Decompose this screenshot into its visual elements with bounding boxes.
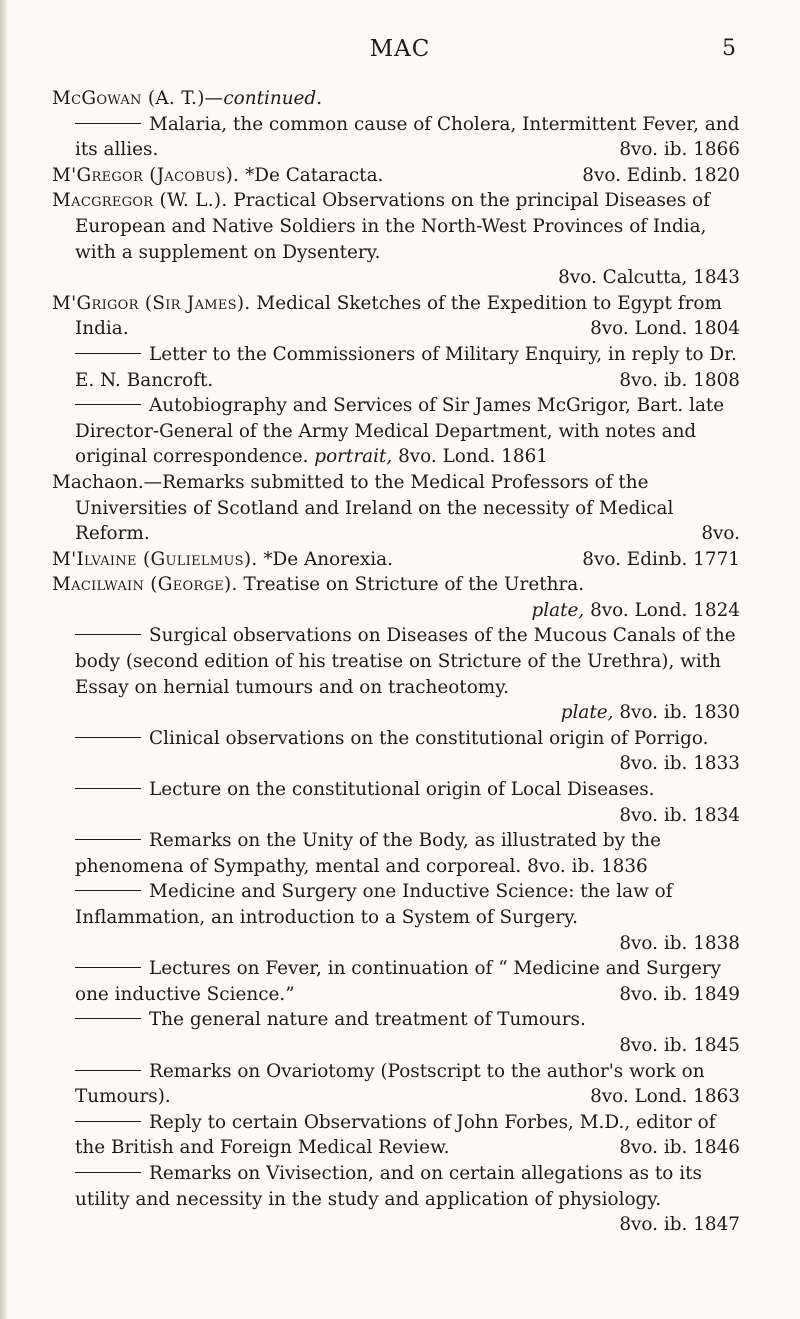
publication-info: 8vo. ib. 1846 [619, 1137, 740, 1159]
entry-title: Lecture on the constitutional origin of Local Diseases. [149, 779, 655, 801]
entry-title: The general nature and treatment of Tumours. [149, 1009, 586, 1031]
list-item [52, 342, 740, 393]
ditto-dash [75, 1121, 141, 1122]
author-name: Machaon. [52, 471, 144, 493]
list-item [52, 547, 740, 573]
publication-info: 8vo. Calcutta, 1843 [558, 267, 740, 289]
bibliography-list [52, 86, 740, 1238]
entry-title: Practical Observations on the principal Diseases of European and Native Soldiers in the North-West Provinces of India, with a supplement on Dysentery. [75, 190, 710, 263]
publication-info: 8vo. ib. 1838 [619, 932, 740, 954]
list-item [52, 828, 740, 879]
entry-title: Surgical observations on Diseases of the Mucous Canals of the body (second edition of his treatise on Stricture of the Urethra), with Essay on hernial tumours and on tracheotomy. [75, 625, 736, 698]
publication-info: 8vo. ib. 1847 [619, 1214, 740, 1236]
list-item [52, 163, 740, 189]
list-item [52, 1161, 740, 1238]
page-number: 5 [722, 36, 736, 61]
author-name: M'Ilvaine (Gulielmus). [52, 548, 258, 570]
page-edge-shadow [0, 0, 8, 1319]
entry-heading-mcgowan [52, 86, 740, 112]
publication-info: 8vo. ib. 1830 [619, 702, 740, 724]
list-item [52, 112, 740, 163]
publication-info: 8vo. ib. 1845 [619, 1034, 740, 1056]
list-item [52, 393, 740, 470]
list-item [52, 726, 740, 777]
entry-title: Reply to certain Observations of John Forbes, M.D., editor of the British and Foreign Medical Review. [75, 1111, 716, 1159]
list-item [52, 188, 740, 290]
ditto-dash [75, 353, 141, 354]
running-title: MAC [369, 36, 431, 62]
list-item [52, 1007, 740, 1058]
author-name: M'Grigor (Sir James). [52, 292, 251, 314]
entry-title: Medical Sketches of the Expedition to Egypt from India. [75, 292, 722, 340]
author-name: M'Gregor (Jacobus). [52, 164, 240, 186]
entry-title: Remarks on Ovariotomy (Postscript to the author's work on Tumours). [75, 1060, 705, 1108]
entry-title: *De Cataracta. [239, 164, 384, 186]
entry-title: Remarks on the Unity of the Body, as illustrated by the phenomena of Sympathy, mental and corporeal. [75, 830, 661, 877]
ditto-dash [75, 1172, 141, 1173]
publication-info: 8vo. ib. 1834 [619, 804, 740, 826]
publication-info: 8vo. ib. 1833 [619, 753, 740, 775]
entry-title: Lectures on Fever, in continuation of “ Medicine and Surgery one inductive Science.” [75, 958, 722, 1005]
entry-title: Medicine and Surgery one Inductive Science: the law of Inflammation, an introduction to a System of Surgery. [75, 881, 673, 928]
publication-info: 8vo. ib. 1849 [619, 983, 740, 1005]
entry-title: Remarks on Vivisection, and on certain allegations as to its utility and necessity in the study and application of physiology. [75, 1162, 702, 1210]
publication-info: 8vo. Lond. 1824 [590, 599, 740, 621]
ditto-dash [75, 967, 141, 968]
ditto-dash [75, 123, 141, 124]
publication-info: 8vo. ib. 1866 [619, 139, 740, 161]
ditto-dash [75, 1070, 141, 1071]
author-name: McGowan (A. T.)— [52, 88, 224, 109]
publication-info: 8vo. Edinb. 1771 [582, 548, 740, 570]
entry-title: Autobiography and Services of Sir James McGrigor, Bart. late Director-General of the Army Medical Department, with notes and original correspondence. [75, 395, 725, 468]
ditto-dash [75, 404, 141, 405]
author-name: Macgregor (W. L.). [52, 190, 228, 212]
entry-title: Malaria, the common cause of Cholera, Intermittent Fever, and its allies. [75, 113, 740, 161]
ditto-dash [75, 788, 141, 789]
publication-info: 8vo. ib. 1836 [527, 855, 648, 877]
ditto-dash [75, 634, 141, 635]
list-item [52, 1059, 740, 1110]
entry-illustration-note: plate, [560, 702, 614, 724]
publication-info: 8vo. Lond. 1861 [398, 446, 548, 468]
list-item [52, 470, 740, 547]
list-item [52, 956, 740, 1007]
ditto-dash [75, 890, 141, 891]
list-item [52, 879, 740, 956]
entry-illustration-note: portrait, [314, 446, 393, 468]
entry-title: *De Anorexia. [257, 548, 393, 570]
list-item [52, 777, 740, 828]
ditto-dash [75, 839, 141, 840]
list-item [52, 291, 740, 342]
ditto-dash [75, 1018, 141, 1019]
list-item [52, 572, 740, 623]
entry-title: —Remarks submitted to the Medical Professors of the Universities of Scotland and Ireland on the necessity of Medical Reform. [75, 471, 674, 545]
entry-title: Letter to the Commissioners of Military Enquiry, in reply to Dr. E. N. Bancroft. [75, 343, 737, 391]
running-header [0, 36, 800, 66]
entry-title: Clinical observations on the constitutional origin of Porrigo. [149, 727, 709, 749]
publication-info: 8vo. ib. 1808 [619, 369, 740, 391]
list-item [52, 623, 740, 725]
entry-illustration-note: plate, [531, 599, 585, 621]
publication-info: 8vo. [701, 523, 740, 545]
publication-info: 8vo. Edinb. 1820 [582, 164, 740, 186]
publication-info: 8vo. Lond. 1863 [590, 1086, 740, 1108]
list-item [52, 1110, 740, 1161]
author-name: Macilwain (George). [52, 574, 238, 596]
continued-note: continued. [223, 88, 323, 109]
publication-info: 8vo. Lond. 1804 [590, 318, 740, 340]
entry-title: Treatise on Stricture of the Urethra. [237, 574, 585, 596]
ditto-dash [75, 737, 141, 738]
